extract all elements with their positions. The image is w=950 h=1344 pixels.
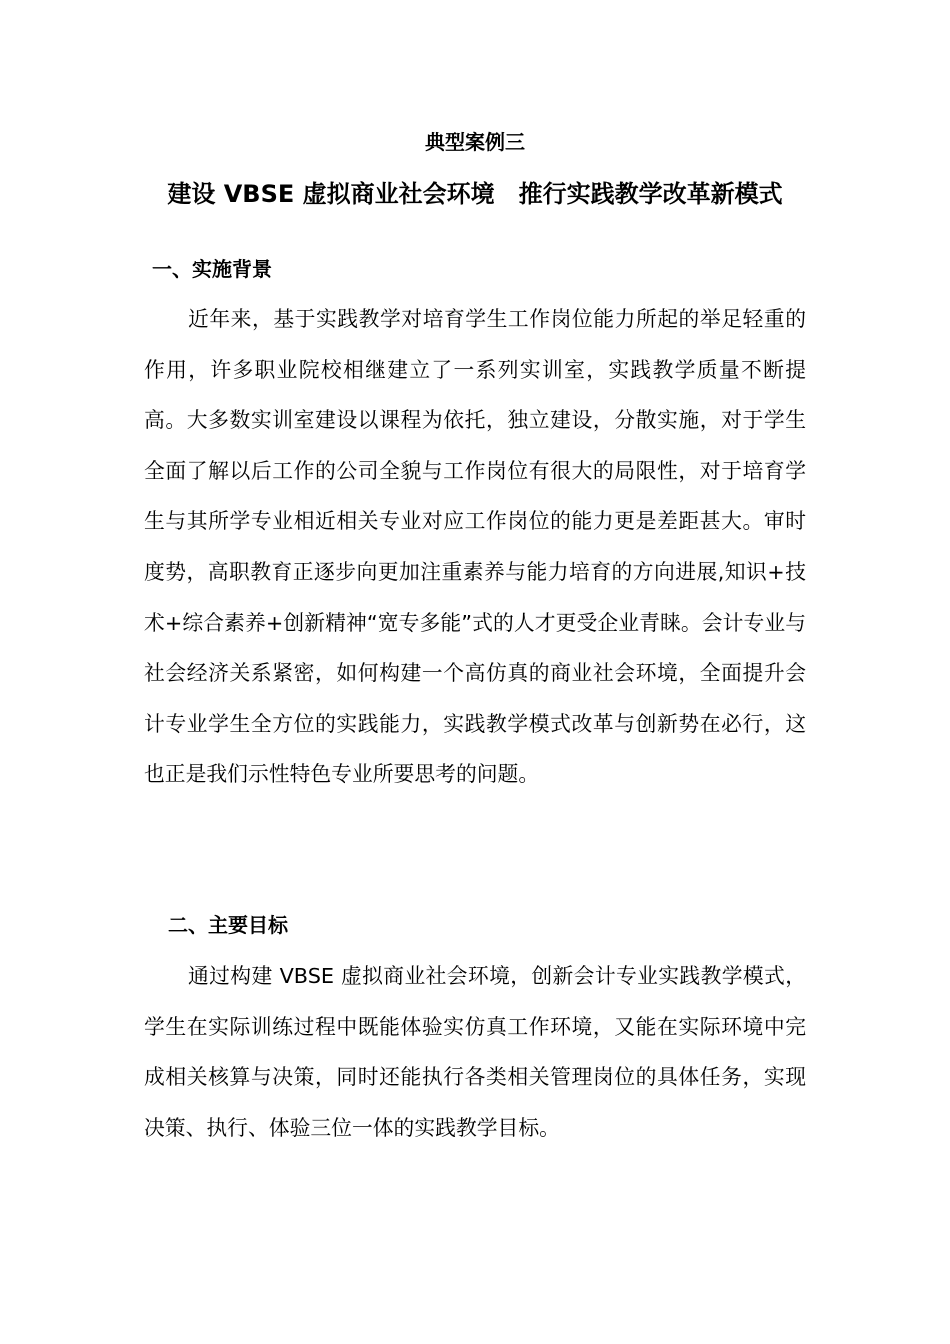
section-heading-background: 一、实施背景 <box>152 257 272 281</box>
section-paragraph-goals: 通过构建 VBSE 虚拟商业社会环境，创新会计专业实践教学模式，学生在实际训练过程中既能体验实仿真工作环境，又能在实际环境中完成相关核算与决策，同时还能执行各类相关管理岗位的具体任务，实现决策、执行、体验三位一体的实践教学目标。 <box>144 964 806 1140</box>
section-heading-goals: 二、主要目标 <box>168 913 288 937</box>
document-title: 建设 VBSE 虚拟商业社会环境 推行实践教学改革新模式 <box>167 180 783 208</box>
case-label: 典型案例三 <box>425 130 525 154</box>
section-paragraph-background: 近年来，基于实践教学对培育学生工作岗位能力所起的举足轻重的作用，许多职业院校相继建立了一系列实训室，实践教学质量不断提高。大多数实训室建设以课程为依托，独立建设，分散实施，对于学生全面了解以后工作的公司全貌与工作岗位有很大的局限性，对于培育学生与其所学专业相近相关专业对应工作岗位的能力更是差距甚大。审时度势，高职教育正逐步向更加注重素养与能力培育的方向进展,知识+技术+综合素养+创新精神“宽专多能”式的人才更受企业青睐。会计专业与社会经济关系紧密，如何构建一个高仿真的商业社会环境，全面提升会计专业学生全方位的实践能力，实践教学模式改革与创新势在必行，这也正是我们示性特色专业所要思考的问题。 <box>144 307 806 787</box>
